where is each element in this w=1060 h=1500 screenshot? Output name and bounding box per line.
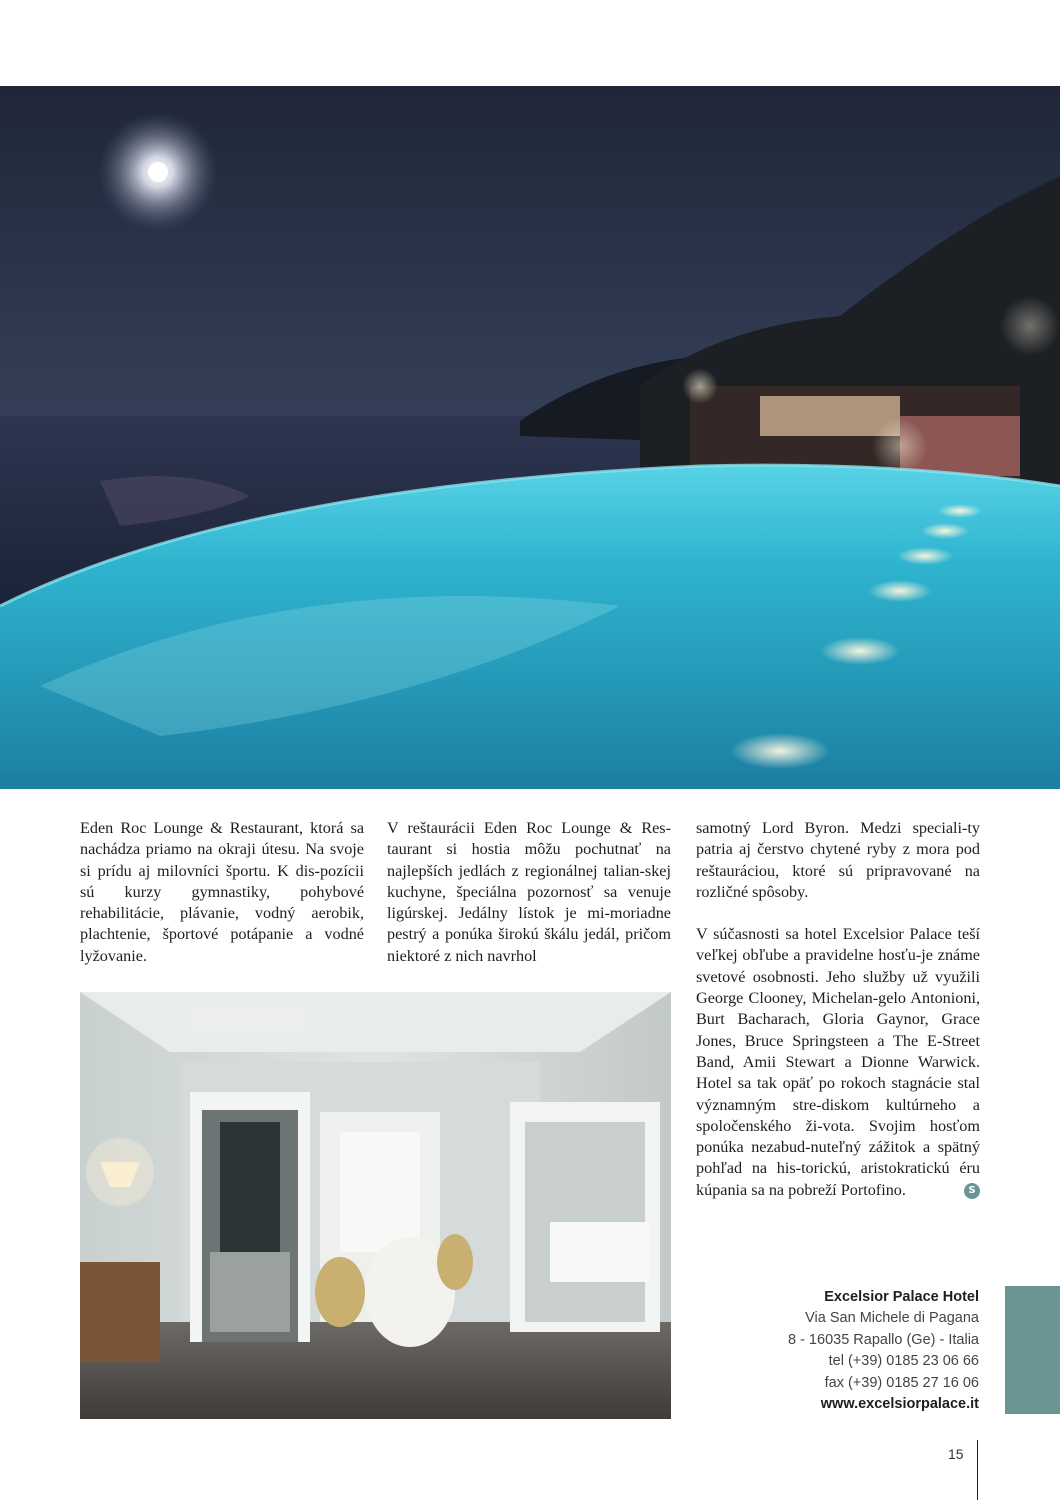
article-paragraph: [696, 924, 980, 1201]
article-end-icon: S: [964, 1183, 980, 1199]
article-paragraph-text: V súčasnosti sa hotel Excelsior Palace teší veľkej obľube a pravidelne hosťu-je známe svetové osobnosti. Jeho služby už využili George Clooney, Michelan-gelo Antonioni, Burt Bacharach, Gloria Gaynor, Grace Jones, Bruce Springsteen a The E-Street Band, Amii Stewart a Dionne Warwick. Hotel sa tak opäť po rokoch stagnácie stal významným stre-diskom kultúrneho a spoločenského ži-vota. Svojim hosťom ponúka nezabud-nuteľný zážitok a spätný pohľad na his-torickú, aristokratickú éru kúpania sa na pobreží Portofino.: [696, 925, 980, 1199]
article-column-3: [696, 818, 980, 1201]
hotel-name: Excelsior Palace Hotel: [824, 1289, 979, 1305]
hero-photo-infinity-pool: [0, 86, 1060, 789]
hotel-phone: tel (+39) 0185 23 06 66: [828, 1353, 979, 1370]
article-column-2: [387, 818, 671, 967]
hotel-fax: fax (+39) 0185 27 16 06: [824, 1374, 979, 1391]
section-side-tab: [1005, 1286, 1060, 1414]
article-paragraph: Eden Roc Lounge & Restaurant, ktorá sa nachádza priamo na okraji útesu. Na svoje si prídu aj milovníci športu. K dis-pozícii sú kurzy gymnastiky, pohybové rehabilitácie, plávanie, vodný aerobik, plachtenie, športové potápanie a vodné lyžovanie.: [80, 819, 364, 965]
hotel-city: 8 - 16035 Rapallo (Ge) - Italia: [787, 1331, 979, 1348]
article-paragraph: samotný Lord Byron. Medzi speciali-ty patria aj čerstvo chytené ryby z mora pod reštauráciou, ktoré sú pripravované na rozličné spôsoby.: [696, 819, 980, 901]
article-column-1: [80, 818, 364, 967]
hotel-room-photo: [80, 992, 671, 1419]
page-number-divider: [977, 1440, 978, 1500]
page-number: 15: [948, 1446, 964, 1462]
hotel-website-link[interactable]: www.excelsiorpalace.it: [820, 1396, 979, 1413]
hotel-street: Via San Michele di Pagana: [805, 1310, 979, 1327]
article-paragraph: V reštaurácii Eden Roc Lounge & Res-taurant si hostia môžu pochutnať na najlepších jedlách z regionálnej talian-skej kuchyne, špeciálna pozornosť sa venuje ligúrskej. Jedálny lístok je mi-moriadne pestrý a ponúka širokú škálu jedál, pričom niektoré z nich navrhol: [387, 819, 671, 965]
hotel-contact-block: [699, 1287, 979, 1415]
